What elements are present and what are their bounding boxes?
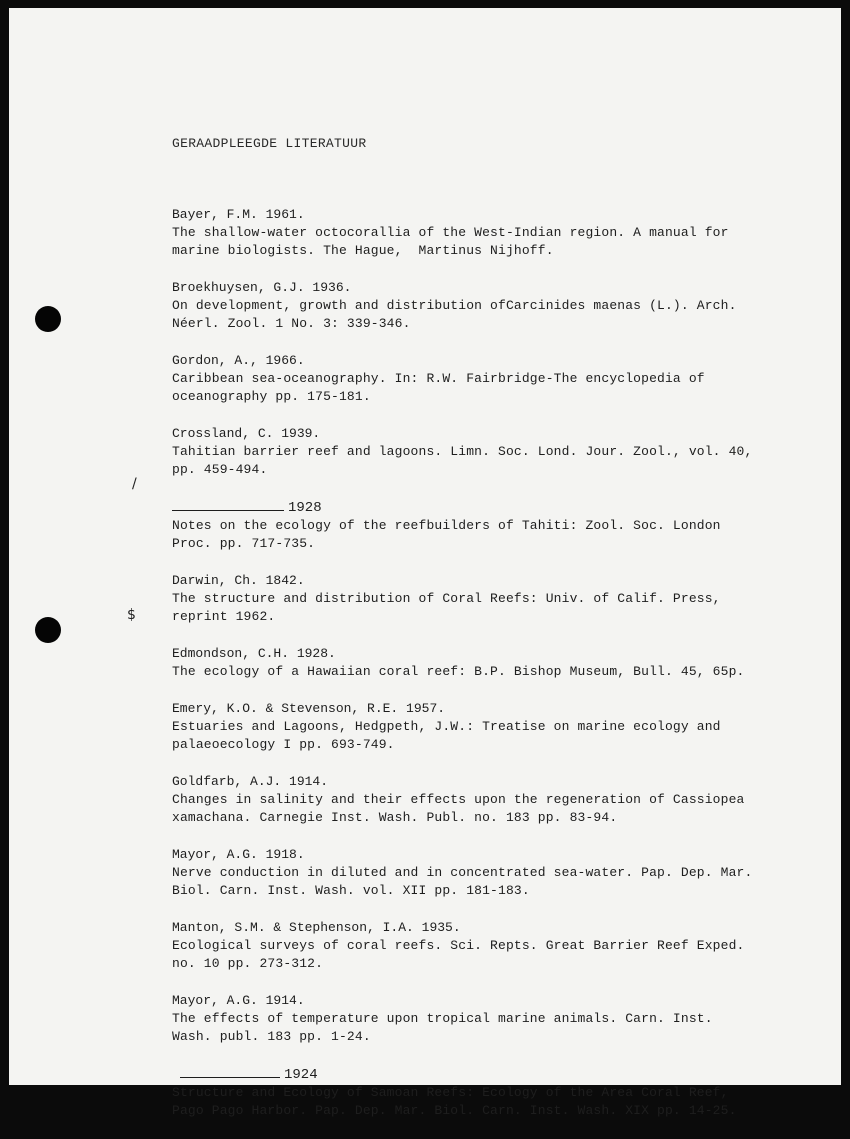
reference-text: palaeoecology I pp. 693-749. xyxy=(172,737,395,752)
reference-entry xyxy=(172,919,812,973)
reference-entry xyxy=(172,279,812,333)
reference-text: The structure and distribution of Coral Reefs: Univ. of Calif. Press, xyxy=(172,591,721,606)
reference-entry xyxy=(172,700,812,754)
page-title: GERAADPLEEGDE LITERATUUR xyxy=(172,136,367,151)
reference-text: Caribbean sea-oceanography. In: R.W. Fairbridge-The encyclopedia of xyxy=(172,371,705,386)
reference-year: 1924 xyxy=(284,1067,318,1083)
punch-hole-upper xyxy=(35,306,61,332)
reference-text: Structure and Ecology of Samoan Reefs: Ecology of the Area Coral Reef, xyxy=(172,1085,729,1100)
reference-text: Tahitian barrier reef and lagoons. Limn. Soc. Lond. Jour. Zool., vol. 40, xyxy=(172,444,753,459)
ditto-line xyxy=(172,498,284,511)
reference-entry xyxy=(172,572,812,626)
reference-text: Estuaries and Lagoons, Hedgpeth, J.W.: Treatise on marine ecology and xyxy=(172,719,721,734)
reference-text: Changes in salinity and their effects upon the regeneration of Cassiopea xyxy=(172,792,745,807)
reference-author-year: Edmondson, C.H. 1928. xyxy=(172,646,336,661)
reference-text: marine biologists. The Hague, Martinus Nijhoff. xyxy=(172,243,554,258)
reference-entry xyxy=(172,498,812,553)
ditto-line xyxy=(180,1065,280,1078)
reference-entry xyxy=(172,645,812,681)
reference-text: oceanography pp. 175-181. xyxy=(172,389,371,404)
reference-text: no. 10 pp. 273-312. xyxy=(172,956,324,971)
reference-entry xyxy=(172,773,812,827)
reference-text: reprint 1962. xyxy=(172,609,276,624)
handwritten-margin-mark: $ xyxy=(127,607,136,623)
reference-list xyxy=(172,206,812,1139)
reference-text: Ecological surveys of coral reefs. Sci. Repts. Great Barrier Reef Exped. xyxy=(172,938,745,953)
reference-year: 1928 xyxy=(288,500,322,516)
reference-text: Néerl. Zool. 1 No. 3: 339-346. xyxy=(172,316,411,331)
reference-author-year: Emery, K.O. & Stevenson, R.E. 1957. xyxy=(172,701,446,716)
reference-author-year: Goldfarb, A.J. 1914. xyxy=(172,774,329,789)
punch-hole-lower xyxy=(35,617,61,643)
reference-text: On development, growth and distribution ofCarcinides maenas (L.). Arch. xyxy=(172,298,737,313)
reference-text: Wash. publ. 183 pp. 1-24. xyxy=(172,1029,371,1044)
reference-text: Proc. pp. 717-735. xyxy=(172,536,316,551)
document-page xyxy=(9,8,841,1118)
reference-author-year: Mayor, A.G. 1918. xyxy=(172,847,305,862)
reference-entry xyxy=(172,846,812,900)
reference-author-year: Manton, S.M. & Stephenson, I.A. 1935. xyxy=(172,920,461,935)
reference-text: Biol. Carn. Inst. Wash. vol. XII pp. 181-183. xyxy=(172,883,530,898)
reference-entry xyxy=(172,352,812,406)
reference-text: Notes on the ecology of the reefbuilders of Tahiti: Zool. Soc. London xyxy=(172,518,721,533)
reference-text: The effects of temperature upon tropical marine animals. Carn. Inst. xyxy=(172,1011,713,1026)
reference-author-year: Darwin, Ch. 1842. xyxy=(172,573,305,588)
reference-author-year-blank xyxy=(172,498,812,517)
reference-text: Pago Pago Harbor. Pap. Dep. Mar. Biol. Carn. Inst. Wash. XIX pp. 14-25. xyxy=(172,1103,737,1118)
reference-author-year: Bayer, F.M. 1961. xyxy=(172,207,305,222)
reference-author-year: Gordon, A., 1966. xyxy=(172,353,305,368)
reference-entry xyxy=(172,1065,812,1120)
reference-entry xyxy=(172,206,812,260)
reference-entry xyxy=(172,992,812,1046)
reference-text: Nerve conduction in diluted and in concentrated sea-water. Pap. Dep. Mar. xyxy=(172,865,753,880)
reference-text: The shallow-water octocorallia of the West-Indian region. A manual for xyxy=(172,225,729,240)
reference-author-year-blank xyxy=(172,1065,812,1084)
reference-author-year: Crossland, C. 1939. xyxy=(172,426,321,441)
reference-text: xamachana. Carnegie Inst. Wash. Publ. no. 183 pp. 83-94. xyxy=(172,810,618,825)
reference-text: pp. 459-494. xyxy=(172,462,268,477)
reference-author-year: Broekhuysen, G.J. 1936. xyxy=(172,280,352,295)
reference-entry xyxy=(172,425,812,479)
handwritten-margin-mark: / xyxy=(132,476,137,492)
reference-text: The ecology of a Hawaiian coral reef: B.P. Bishop Museum, Bull. 45, 65p. xyxy=(172,664,745,679)
reference-author-year: Mayor, A.G. 1914. xyxy=(172,993,305,1008)
